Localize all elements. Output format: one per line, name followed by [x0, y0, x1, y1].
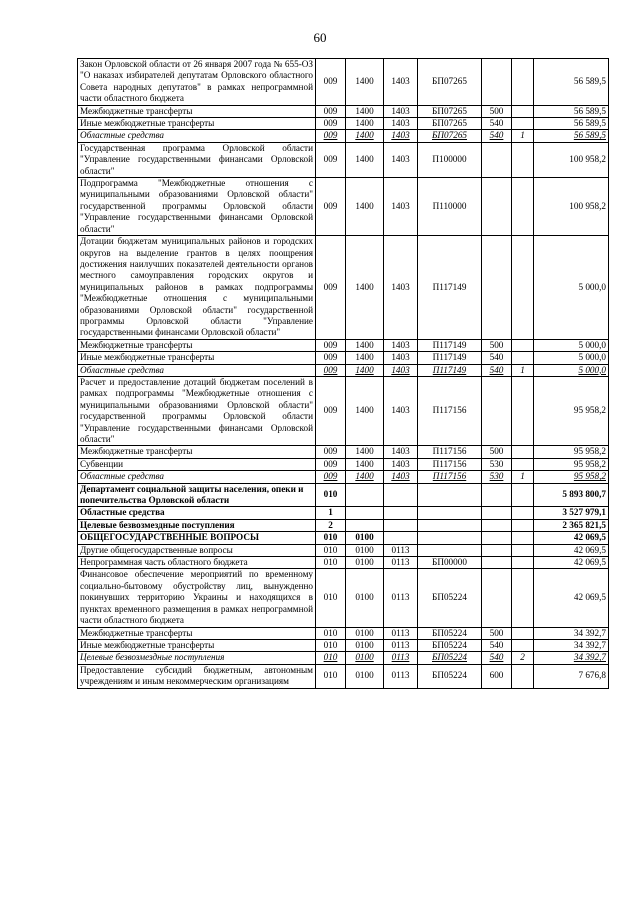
row-grbs: 009: [316, 130, 346, 142]
row-grbs: 009: [316, 178, 346, 236]
row-amount: 42 069,5: [534, 532, 609, 544]
row-amount: 34 392,7: [534, 639, 609, 651]
row-grbs: 009: [316, 364, 346, 376]
row-amount: 95 958,2: [534, 446, 609, 458]
row-section: 1400: [346, 118, 384, 130]
row-expense-type: 530: [482, 458, 512, 470]
row-name: Субвенции: [78, 458, 316, 470]
table-row: [78, 142, 609, 177]
row-subsection: 0113: [384, 664, 418, 688]
row-section: 1400: [346, 352, 384, 364]
row-amount: 100 958,2: [534, 178, 609, 236]
row-subsection: [384, 519, 418, 531]
row-source: [512, 178, 534, 236]
row-grbs: 010: [316, 652, 346, 664]
row-target-article: БП07265: [418, 130, 482, 142]
row-amount: 42 069,5: [534, 569, 609, 627]
row-source: [512, 376, 534, 445]
row-subsection: 1403: [384, 236, 418, 340]
row-name: Целевые безвозмездные поступления: [78, 652, 316, 664]
row-expense-type: [482, 59, 512, 106]
table-row: [78, 639, 609, 651]
table-row: [78, 178, 609, 236]
row-section: [346, 483, 384, 507]
row-target-article: П110000: [418, 178, 482, 236]
table-row: [78, 236, 609, 340]
row-target-article: [418, 483, 482, 507]
row-source: [512, 236, 534, 340]
row-target-article: П117156: [418, 376, 482, 445]
row-section: 0100: [346, 639, 384, 651]
row-target-article: БП05224: [418, 664, 482, 688]
row-target-article: БП07265: [418, 118, 482, 130]
row-amount: 95 958,2: [534, 458, 609, 470]
row-expense-type: 540: [482, 639, 512, 651]
row-amount: 34 392,7: [534, 652, 609, 664]
row-grbs: 009: [316, 118, 346, 130]
row-amount: 5 893 800,7: [534, 483, 609, 507]
row-expense-type: [482, 557, 512, 569]
row-section: 1400: [346, 105, 384, 117]
row-name: Областные средства: [78, 507, 316, 519]
row-name: Межбюджетные трансферты: [78, 627, 316, 639]
row-target-article: П117149: [418, 236, 482, 340]
row-amount: 5 000,0: [534, 352, 609, 364]
table-body: [78, 59, 609, 689]
row-target-article: [418, 507, 482, 519]
row-subsection: 1403: [384, 458, 418, 470]
row-section: 0100: [346, 664, 384, 688]
row-expense-type: 540: [482, 118, 512, 130]
row-section: 0100: [346, 652, 384, 664]
row-section: [346, 507, 384, 519]
table-row: [78, 458, 609, 470]
table-row: [78, 118, 609, 130]
row-section: 0100: [346, 557, 384, 569]
row-source: [512, 507, 534, 519]
row-section: 0100: [346, 569, 384, 627]
row-section: 1400: [346, 178, 384, 236]
row-amount: 100 958,2: [534, 142, 609, 177]
row-expense-type: [482, 544, 512, 556]
row-source: [512, 557, 534, 569]
row-target-article: БП05224: [418, 569, 482, 627]
row-target-article: П117156: [418, 471, 482, 483]
row-subsection: [384, 507, 418, 519]
row-grbs: 009: [316, 471, 346, 483]
row-target-article: БП05224: [418, 639, 482, 651]
row-source: 2: [512, 652, 534, 664]
row-grbs: 2: [316, 519, 346, 531]
row-target-article: БП05224: [418, 627, 482, 639]
row-expense-type: [482, 507, 512, 519]
row-source: [512, 339, 534, 351]
row-expense-type: 500: [482, 446, 512, 458]
row-expense-type: 540: [482, 364, 512, 376]
row-target-article: БП00000: [418, 557, 482, 569]
row-amount: 7 676,8: [534, 664, 609, 688]
row-name: Иные межбюджетные трансферты: [78, 352, 316, 364]
table-row: [78, 507, 609, 519]
row-amount: 42 069,5: [534, 544, 609, 556]
row-target-article: БП07265: [418, 59, 482, 106]
row-subsection: 1403: [384, 376, 418, 445]
row-name: Непрограммная часть областного бюджета: [78, 557, 316, 569]
row-grbs: 010: [316, 557, 346, 569]
row-source: [512, 352, 534, 364]
row-amount: 95 958,2: [534, 471, 609, 483]
row-expense-type: 540: [482, 652, 512, 664]
row-section: 1400: [346, 376, 384, 445]
row-amount: 56 589,5: [534, 59, 609, 106]
row-target-article: П117156: [418, 458, 482, 470]
table-row: [78, 364, 609, 376]
table-row: [78, 627, 609, 639]
row-section: 1400: [346, 364, 384, 376]
table-row: [78, 471, 609, 483]
row-grbs: 010: [316, 544, 346, 556]
row-target-article: П100000: [418, 142, 482, 177]
row-name: Областные средства: [78, 471, 316, 483]
row-expense-type: [482, 178, 512, 236]
row-grbs: 010: [316, 664, 346, 688]
table-row: [78, 105, 609, 117]
row-amount: 42 069,5: [534, 557, 609, 569]
row-name: ОБЩЕГОСУДАРСТВЕННЫЕ ВОПРОСЫ: [78, 532, 316, 544]
row-subsection: 1403: [384, 339, 418, 351]
row-subsection: [384, 483, 418, 507]
row-subsection: 0113: [384, 569, 418, 627]
row-name: Межбюджетные трансферты: [78, 446, 316, 458]
row-grbs: 010: [316, 627, 346, 639]
row-subsection: 1403: [384, 352, 418, 364]
row-section: 1400: [346, 59, 384, 106]
row-section: 0100: [346, 627, 384, 639]
row-grbs: 010: [316, 532, 346, 544]
row-source: [512, 532, 534, 544]
table-row: [78, 59, 609, 106]
row-name: Иные межбюджетные трансферты: [78, 639, 316, 651]
row-source: [512, 519, 534, 531]
row-section: [346, 519, 384, 531]
row-amount: 3 527 979,1: [534, 507, 609, 519]
row-amount: 56 589,5: [534, 130, 609, 142]
row-source: [512, 59, 534, 106]
budget-table: [77, 58, 609, 689]
row-expense-type: 600: [482, 664, 512, 688]
row-amount: 5 000,0: [534, 339, 609, 351]
row-subsection: 1403: [384, 471, 418, 483]
row-subsection: 0113: [384, 652, 418, 664]
row-grbs: 009: [316, 458, 346, 470]
row-grbs: 009: [316, 236, 346, 340]
row-subsection: [384, 532, 418, 544]
page-number: 60: [313, 30, 327, 45]
row-subsection: 0113: [384, 557, 418, 569]
row-amount: 56 589,5: [534, 105, 609, 117]
table-row: [78, 557, 609, 569]
row-target-article: БП07265: [418, 105, 482, 117]
row-source: [512, 118, 534, 130]
row-grbs: 009: [316, 105, 346, 117]
row-expense-type: [482, 376, 512, 445]
row-subsection: 0113: [384, 544, 418, 556]
row-subsection: 1403: [384, 59, 418, 106]
row-source: [512, 458, 534, 470]
row-expense-type: 500: [482, 339, 512, 351]
row-section: 1400: [346, 130, 384, 142]
row-grbs: 009: [316, 376, 346, 445]
row-subsection: 1403: [384, 130, 418, 142]
row-section: 0100: [346, 544, 384, 556]
table-row: [78, 519, 609, 531]
row-grbs: 1: [316, 507, 346, 519]
row-target-article: П117149: [418, 352, 482, 364]
table-row: [78, 664, 609, 688]
table-row: [78, 569, 609, 627]
table-row: [78, 339, 609, 351]
row-name: Межбюджетные трансферты: [78, 105, 316, 117]
table-row: [78, 352, 609, 364]
row-section: 1400: [346, 458, 384, 470]
row-name: Закон Орловской области от 26 января 2007 года № 655-ОЗ "О наказах избирателей депутатам Орловского областного Совета народных депутатов" в рамках непрограммной части областного бюджета: [78, 59, 316, 106]
row-name: Другие общегосударственные вопросы: [78, 544, 316, 556]
row-source: [512, 105, 534, 117]
table-row: [78, 446, 609, 458]
row-expense-type: [482, 142, 512, 177]
row-section: 1400: [346, 446, 384, 458]
row-expense-type: 500: [482, 105, 512, 117]
row-grbs: 010: [316, 483, 346, 507]
row-amount: 56 589,5: [534, 118, 609, 130]
row-source: [512, 664, 534, 688]
row-name: Государственная программа Орловской области "Управление государственными финансами Орловской области": [78, 142, 316, 177]
row-grbs: 010: [316, 569, 346, 627]
row-grbs: 010: [316, 639, 346, 651]
row-source: 1: [512, 364, 534, 376]
row-target-article: П117156: [418, 446, 482, 458]
row-expense-type: 500: [482, 627, 512, 639]
row-name: Областные средства: [78, 130, 316, 142]
row-subsection: 1403: [384, 105, 418, 117]
row-source: [512, 142, 534, 177]
row-name: Межбюджетные трансферты: [78, 339, 316, 351]
row-name: Расчет и предоставление дотаций бюджетам поселений в рамках подпрограммы "Межбюджетные отношения с муниципальными образованиями Орловской области" государственной программы Орловской области "Управление государственными финансами Орловской области": [78, 376, 316, 445]
row-subsection: 1403: [384, 142, 418, 177]
row-source: [512, 544, 534, 556]
row-name: Предоставление субсидий бюджетным, автономным учреждениям и иным некоммерческим организациям: [78, 664, 316, 688]
row-source: [512, 569, 534, 627]
row-expense-type: [482, 532, 512, 544]
row-expense-type: 530: [482, 471, 512, 483]
row-amount: 2 365 821,5: [534, 519, 609, 531]
row-target-article: П117149: [418, 364, 482, 376]
row-subsection: 0113: [384, 627, 418, 639]
row-grbs: 009: [316, 142, 346, 177]
table-row: [78, 376, 609, 445]
row-section: 1400: [346, 236, 384, 340]
row-grbs: 009: [316, 339, 346, 351]
row-subsection: 1403: [384, 118, 418, 130]
row-name: Финансовое обеспечение мероприятий по временному социально-бытовому обустройству лиц, вынужденно покинувших территорию Украины и находящихся в пунктах временного размещения в рамках непрограммной части областного бюджета: [78, 569, 316, 627]
row-source: [512, 446, 534, 458]
row-name: Департамент социальной защиты населения, опеки и попечительства Орловской области: [78, 483, 316, 507]
row-section: 1400: [346, 142, 384, 177]
row-name: Областные средства: [78, 364, 316, 376]
row-subsection: 0113: [384, 639, 418, 651]
row-amount: 5 000,0: [534, 236, 609, 340]
row-grbs: 009: [316, 59, 346, 106]
table-row: [78, 544, 609, 556]
table-row: [78, 130, 609, 142]
row-source: 1: [512, 130, 534, 142]
row-name: Подпрограмма "Межбюджетные отношения с муниципальными образованиями Орловской области" государственной программы Орловской области "Управление государственными финансами Орловской области": [78, 178, 316, 236]
row-source: [512, 627, 534, 639]
row-target-article: П117149: [418, 339, 482, 351]
row-expense-type: [482, 483, 512, 507]
row-section: 1400: [346, 339, 384, 351]
table-row: [78, 483, 609, 507]
row-subsection: 1403: [384, 446, 418, 458]
row-grbs: 009: [316, 352, 346, 364]
row-subsection: 1403: [384, 364, 418, 376]
row-target-article: [418, 519, 482, 531]
table-row: [78, 652, 609, 664]
row-expense-type: [482, 519, 512, 531]
row-amount: 34 392,7: [534, 627, 609, 639]
table-row: [78, 532, 609, 544]
row-source: 1: [512, 471, 534, 483]
row-grbs: 009: [316, 446, 346, 458]
row-source: [512, 639, 534, 651]
row-name: Дотации бюджетам муниципальных районов и городских округов на выделение грантов в целях поощрения достижения наилучших показателей деятельности органов местного самоуправления городских округов и муниципальных районов в рамках подпрограммы "Межбюджетные отношения с муниципальными образованиями Орловской области" государственной программы Орловской области "Управление государственными финансами Орловской области": [78, 236, 316, 340]
row-target-article: [418, 532, 482, 544]
row-name: Иные межбюджетные трансферты: [78, 118, 316, 130]
row-expense-type: 540: [482, 130, 512, 142]
row-name: Целевые безвозмездные поступления: [78, 519, 316, 531]
row-source: [512, 483, 534, 507]
row-amount: 5 000,0: [534, 364, 609, 376]
row-section: 1400: [346, 471, 384, 483]
row-expense-type: 540: [482, 352, 512, 364]
row-amount: 95 958,2: [534, 376, 609, 445]
row-section: 0100: [346, 532, 384, 544]
row-expense-type: [482, 236, 512, 340]
row-expense-type: [482, 569, 512, 627]
row-target-article: БП05224: [418, 652, 482, 664]
row-target-article: [418, 544, 482, 556]
row-subsection: 1403: [384, 178, 418, 236]
